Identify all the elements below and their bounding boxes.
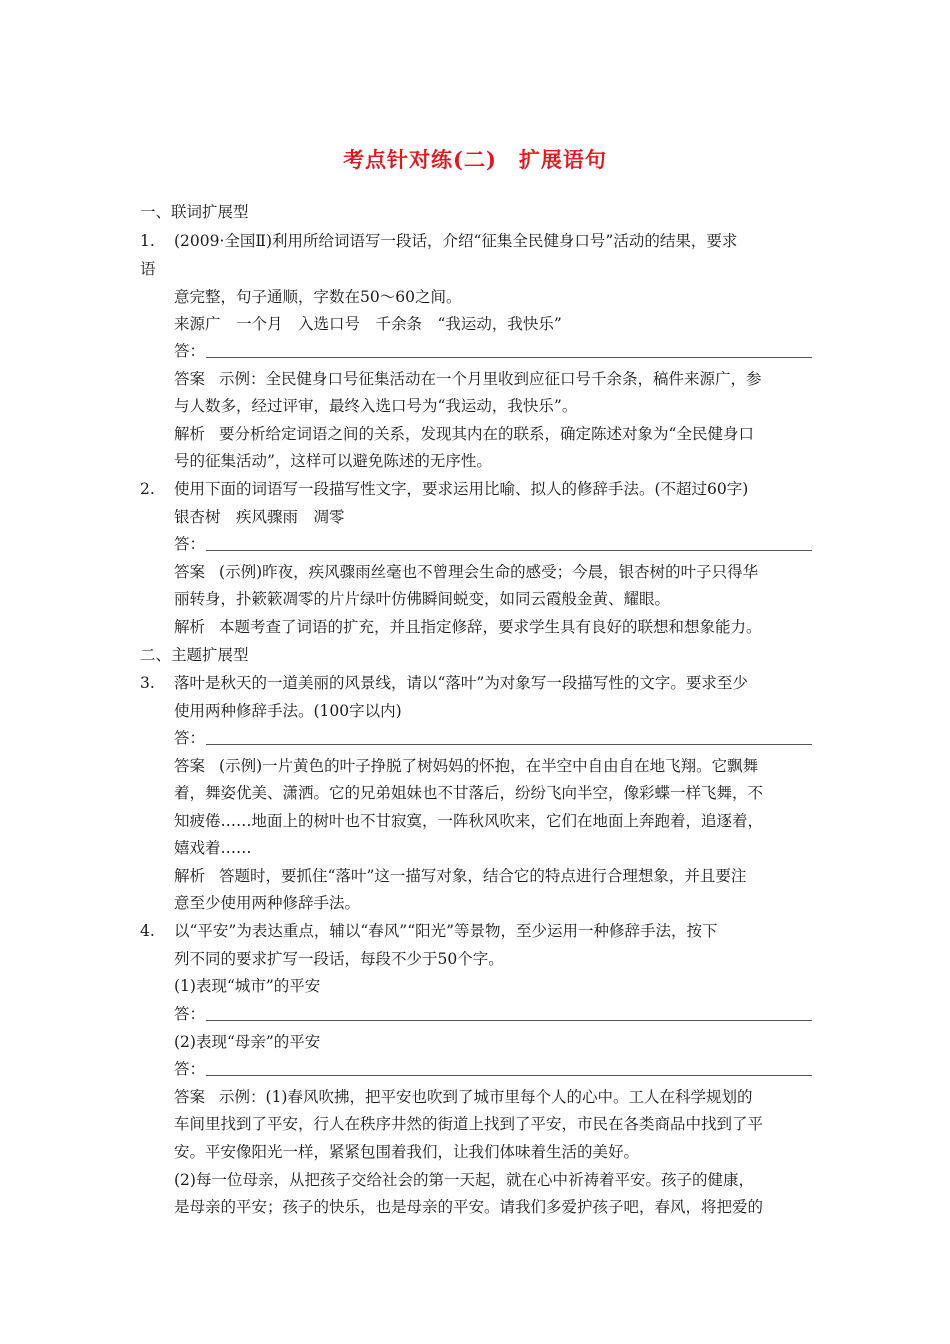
q4-prompt-line-1: 以“平安”为表达重点，辅以“春风”“阳光”等景物，至少运用一种修辞手法，按下 xyxy=(174,922,718,940)
q4-key-text-1: 示例：(1)春风吹拂，把平安也吹到了城市里每个人的心中。工人在科学规划的 xyxy=(219,1088,753,1106)
q1-analysis-text-1: 要分析给定词语之间的关系，发现其内在的联系，确定陈述对象为“全民健身口 xyxy=(219,425,754,443)
q2-key-line-1 xyxy=(174,562,758,582)
q4-key-line-1 xyxy=(174,1087,752,1107)
q1-analysis-line-1 xyxy=(174,424,754,444)
page-title: 考点针对练(二) 扩展语句 xyxy=(343,147,607,172)
q4-number: 4. xyxy=(140,922,155,940)
q2-answer-label: 答： xyxy=(174,535,206,553)
q1-key-line-1 xyxy=(174,369,762,389)
q4-answer-label-1: 答： xyxy=(174,1005,206,1023)
q1-key-text-1: 示例：全民健身口号征集活动在一个月里收到应征口号千余条，稿件来源广，参 xyxy=(219,370,762,388)
q2-number: 2. xyxy=(140,480,155,498)
q2-key-label: 答案 xyxy=(174,563,206,581)
q2-analysis-line-1 xyxy=(174,617,762,637)
q3-answer-label: 答： xyxy=(174,729,206,747)
q3-analysis-label: 解析 xyxy=(174,867,206,885)
q3-key-label: 答案 xyxy=(174,757,206,775)
q3-key-text-1: (示例)一片黄色的叶子挣脱了树妈妈的怀抱，在半空中自由自在地飞翔。它飘舞 xyxy=(219,757,759,775)
q3-key-line-4: 嬉戏着…… xyxy=(174,839,252,857)
q4-prompt-line-2: 列不同的要求扩写一段话，每段不少于50个字。 xyxy=(174,950,504,968)
q3-analysis-text-1: 答题时，要抓住“落叶”这一描写对象，结合它的特点进行合理想象，并且要注 xyxy=(219,867,747,885)
q3-key-line-3: 知疲倦……地面上的树叶也不甘寂寞，一阵秋风吹来，它们在地面上奔跑着，追逐着， xyxy=(174,812,764,830)
q4-answer-line-1[interactable] xyxy=(206,1020,812,1021)
q2-key-line-2: 丽转身，扑簌簌凋零的片片绿叶仿佛瞬间蜕变，如同云霞般金黄、耀眼。 xyxy=(174,590,671,608)
q3-key-line-1 xyxy=(174,756,758,776)
q3-key-line-2: 着，舞姿优美、潇洒。它的兄弟姐妹也不甘落后，纷纷飞向半空，像彩蝶一样飞舞，不 xyxy=(174,784,764,802)
section-heading-1: 一、联词扩展型 xyxy=(140,203,249,221)
q4-key-label: 答案 xyxy=(174,1088,206,1106)
q3-answer-line[interactable] xyxy=(206,744,812,745)
q4-key-line-4: (2)每一位母亲，从把孩子交给社会的第一天起，就在心中祈祷着平安。孩子的健康， xyxy=(174,1171,754,1189)
q1-analysis-line-2: 号的征集活动”，这样可以避免陈述的无序性。 xyxy=(174,452,492,470)
q4-subquestion-2: (2)表现“母亲”的平安 xyxy=(174,1033,321,1051)
q1-prompt-line-1: (2009·全国Ⅱ)利用所给词语写一段话，介绍“征集全民健身口号”活动的结果，要求 xyxy=(174,232,738,250)
q2-answer-line[interactable] xyxy=(206,550,812,551)
q1-answer-line[interactable] xyxy=(206,357,812,358)
q2-analysis-text-1: 本题考查了词语的扩充，并且指定修辞，要求学生具有良好的联想和想象能力。 xyxy=(219,618,762,636)
q1-answer-label: 答： xyxy=(174,342,206,360)
q2-key-text-1: (示例)昨夜，疾风骤雨丝毫也不曾理会生命的感受；今晨，银杏树的叶子只得华 xyxy=(219,563,759,581)
q4-subquestion-1: (1)表现“城市”的平安 xyxy=(174,977,321,995)
q4-key-line-3: 安。平安像阳光一样，紧紧包围着我们，让我们体味着生活的美好。 xyxy=(174,1143,640,1161)
q1-analysis-label: 解析 xyxy=(174,425,206,443)
q1-prompt-line-1b: 语 xyxy=(140,260,156,278)
q1-key-line-2: 与人数多，经过评审，最终入选口号为“我运动，我快乐”。 xyxy=(174,397,578,415)
section-heading-2: 二、主题扩展型 xyxy=(140,646,249,664)
q3-number: 3. xyxy=(140,674,155,692)
q1-prompt-line-2: 意完整，句子通顺，字数在50～60之间。 xyxy=(174,288,462,306)
q2-prompt-line-1: 使用下面的词语写一段描写性文字，要求运用比喻、拟人的修辞手法。(不超过60字) xyxy=(174,480,749,498)
q2-analysis-label: 解析 xyxy=(174,618,206,636)
q1-number: 1. xyxy=(140,232,155,250)
q3-analysis-line-2: 意至少使用两种修辞手法。 xyxy=(174,894,361,912)
q4-answer-label-2: 答： xyxy=(174,1060,206,1078)
q3-analysis-line-1 xyxy=(174,866,746,886)
q4-key-line-5: 是母亲的平安；孩子的快乐，也是母亲的平安。请我们多爱护孩子吧，春风，将把爱的 xyxy=(174,1198,764,1216)
q1-words: 来源广 一个月 入选口号 千余条 “我运动，我快乐” xyxy=(174,315,562,333)
q3-prompt-line-1: 落叶是秋天的一道美丽的风景线，请以“落叶”为对象写一段描写性的文字。要求至少 xyxy=(174,674,748,692)
q3-prompt-line-2: 使用两种修辞手法。(100字以内) xyxy=(174,702,402,720)
q1-key-label: 答案 xyxy=(174,370,206,388)
q2-words: 银杏树 疾风骤雨 凋零 xyxy=(174,508,345,526)
q4-answer-line-2[interactable] xyxy=(206,1075,812,1076)
q4-key-line-2: 车间里找到了平安，行人在秩序井然的街道上找到了平安，市民在各类商品中找到了平 xyxy=(174,1115,764,1133)
